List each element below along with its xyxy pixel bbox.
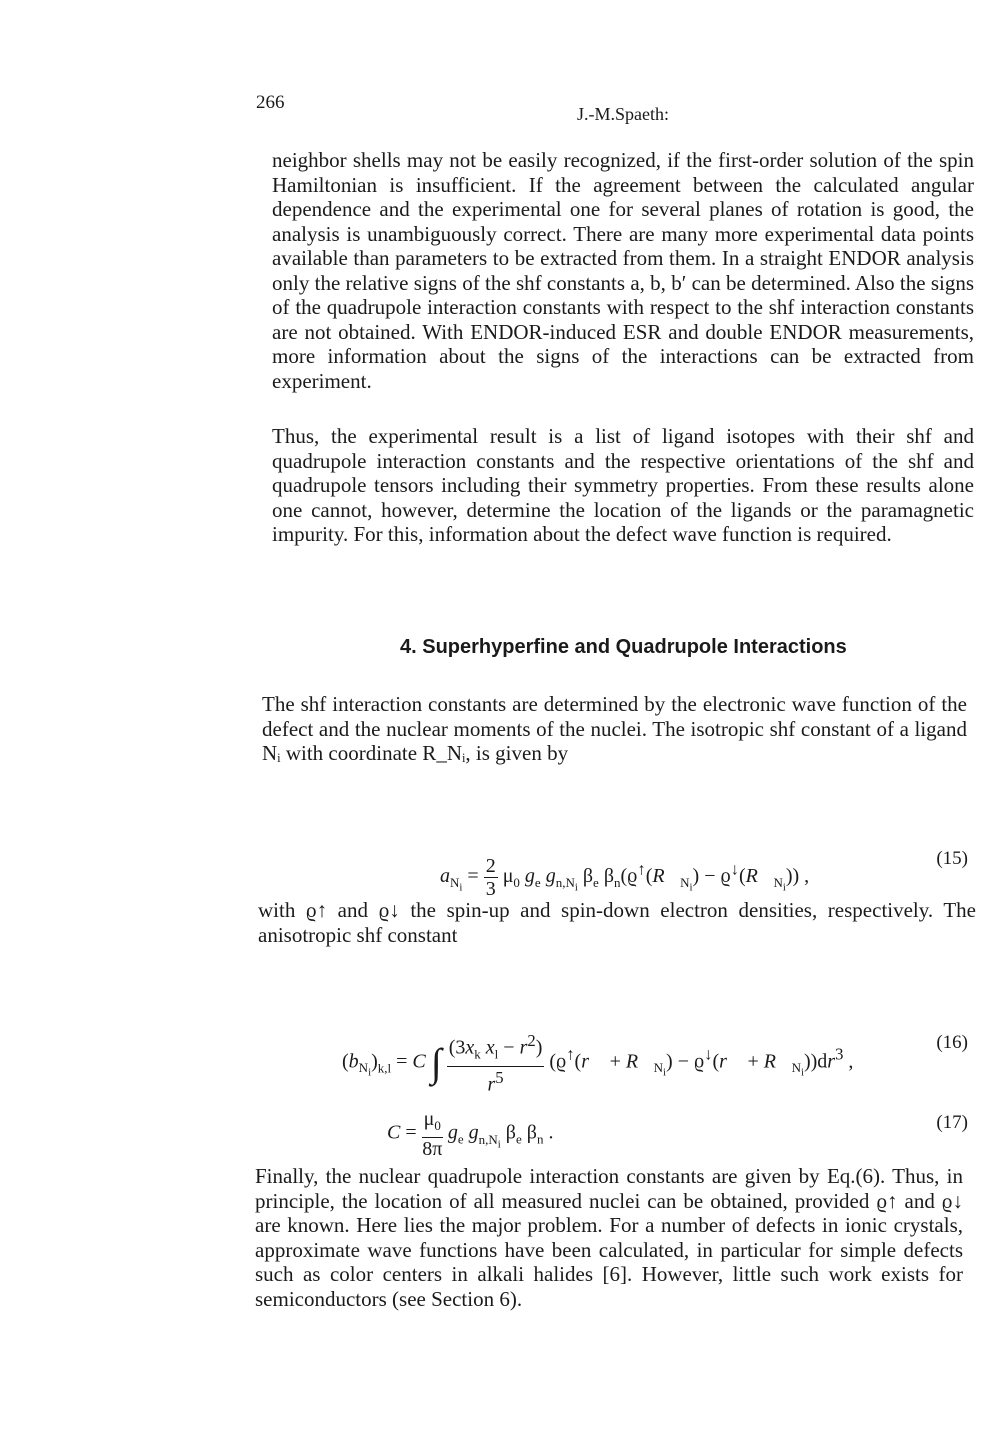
paragraph-2: Thus, the experimental result is a list of ligand isotopes with their shf and quadrupole interaction constants and the respective orientations of the shf and quadrupole tensors including their symmetry properties. From these results alone one cannot, however, determine the location of the ligands or the paramagnetic impurity. For this, information about the defect wave function is required. (272, 424, 974, 546)
equation-15: $a_{N_i}$ = $\frac{2}{3}$ $\mu_0$ $g_e$ $g_{n,N_i}$ $\beta_e$ $\beta_n(ϱ^↑(R⃗_{N_i})$ − $ϱ^↓(R⃗_{N_i})$) , (440, 855, 810, 900)
section-heading: 4. Superhyperfine and Quadrupole Interactions (400, 636, 847, 658)
paragraph-3: The shf interaction constants are determined by the electronic wave function of the defect and the nuclear moments of the nuclei. The isotropic shf constant of a ligand Nᵢ with coordinate R_Nᵢ, is given by (262, 692, 967, 765)
equation-16-number: (16) (936, 1032, 968, 1053)
equation-15-number: (15) (936, 848, 968, 869)
paragraph-5: Finally, the nuclear quadrupole interaction constants are given by Eq.(6). Thus, in principle, the location of all measured nuclei can be obtained, provided ϱ↑ and ϱ↓ are known. Here lies the major problem. For a number of defects in ionic crystals, approximate wave functions have been calculated, in particular for simple defects such as color centers in alkali halides [6]. However, little such work exists for semiconductors (see Section 6). (255, 1164, 963, 1311)
page-number: 266 (256, 92, 285, 113)
running-head: J.-M.Spaeth: (577, 104, 669, 124)
paragraph-1: neighbor shells may not be easily recognized, if the first-order solution of the spin Hamiltonian is insufficient. If the agreement between the calculated angular dependence and the experimental one for several planes of rotation is good, the analysis is unambiguously correct. There are many more experimental data points available than parameters to be extracted from them. In a straight ENDOR analysis only the relative signs of the shf constants a, b, b′ can be determined. Also the signs of the quadrupole interaction constants with respect to the shf interaction constants are not obtained. With ENDOR-induced ESR and double ENDOR measurements, more information about the signs of the interactions can be extracted from experiment. (272, 148, 974, 393)
equation-16: $(b_{N_i})_{k,l} = C$ ∫ $\frac{(3x_k x_l - r^2)}{r^5}$ (ϱ↑(r⃗ + $R⃗_{N_i}$) − ϱ↓(r⃗ + $R⃗_{N_i}))dr^3$ , (342, 1031, 854, 1096)
equation-17-number: (17) (936, 1112, 968, 1133)
equation-17: C = $\frac{\mu_0}{8\pi}$ $g_e$ $g_{n,N_i}$ $\beta_e$ $\beta_n$ . (387, 1108, 554, 1160)
paragraph-4: with ϱ↑ and ϱ↓ the spin-up and spin-down electron densities, respectively. The anisotropic shf constant (258, 898, 976, 947)
